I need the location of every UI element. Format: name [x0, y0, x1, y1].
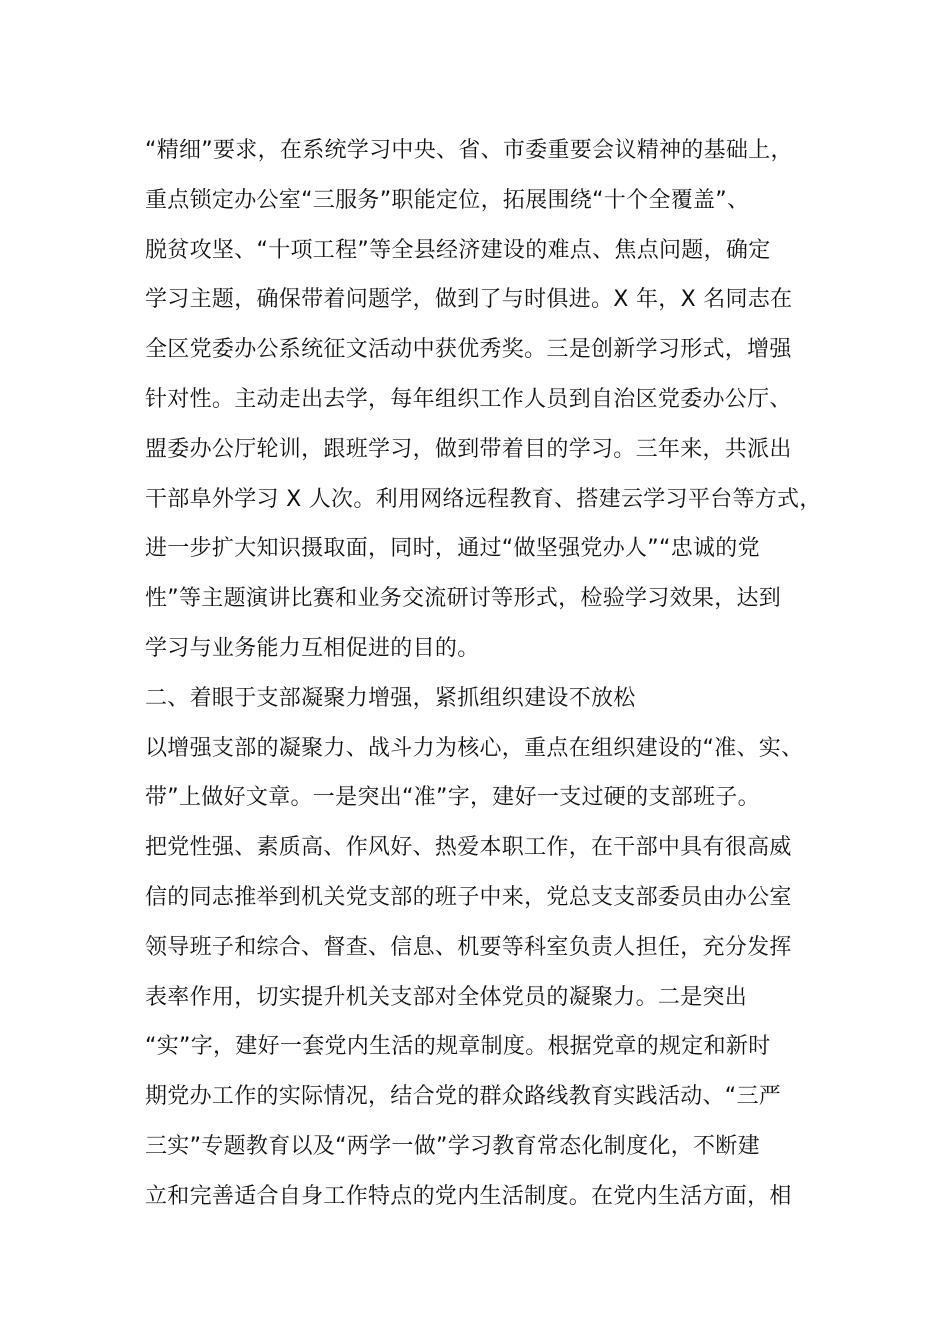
- text-line: 带”上做好文章。一是突出“准”字，建好一支过硬的支部班子。: [145, 785, 760, 811]
- text-line: 重点锁定办公室“三服务”职能定位，拓展围绕“十个全覆盖”、: [145, 187, 750, 213]
- text-line: “实”字，建好一套党内生活的规章制度。根据党章的规定和新时: [145, 1034, 771, 1060]
- text-line: 把党性强、素质高、作风好、热爱本职工作，在干部中具有很高威: [145, 835, 792, 861]
- text-line: 表率作用，切实提升机关支部对全体党员的凝聚力。二是突出: [145, 984, 748, 1010]
- text-line: 学习与业务能力互相促进的目的。: [145, 635, 480, 661]
- text-line: 信的同志推举到机关党支部的班子中来，党总支支部委员由办公室: [145, 884, 792, 910]
- text-line: 期党办工作的实际情况，结合党的群众路线教育实践活动、“三严: [145, 1084, 782, 1110]
- text-line: 干部阜外学习 X 人次。利用网络远程教育、搭建云学习平台等方式，: [145, 486, 822, 512]
- text-line: 脱贫攻坚、“十项工程”等全县经济建设的难点、焦点问题，确定: [145, 237, 771, 263]
- text-line: 全区党委办公系统征文活动中获优秀奖。三是创新学习形式，增强: [145, 337, 792, 363]
- text-line: 立和完善适合自身工作特点的党内生活制度。在党内生活方面，相: [145, 1183, 792, 1209]
- text-line: “精细”要求，在系统学习中央、省、市委重要会议精神的基础上，: [145, 138, 793, 163]
- section-heading: 二、着眼于支部凝聚力增强，紧抓组织建设不放松: [145, 685, 636, 711]
- text-line: 以增强支部的凝聚力、战斗力为核心，重点在组织建设的“准、实、: [145, 735, 804, 761]
- text-line: 领导班子和综合、督查、信息、机要等科室负责人担任，充分发挥: [145, 934, 792, 960]
- text-line: 性”等主题演讲比赛和业务交流研讨等形式，检验学习效果，达到: [145, 586, 782, 612]
- text-line: 三实”专题教育以及“两学一做”学习教育常态化制度化，不断建: [145, 1133, 760, 1159]
- text-line: 学习主题，确保带着问题学，做到了与时俱进。X 年，X 名同志在: [145, 287, 793, 313]
- document-body-text: [145, 126, 835, 1222]
- text-line: 针对性。主动走出去学，每年组织工作人员到自治区党委办公厅、: [145, 386, 792, 412]
- text-line: 盟委办公厅轮训，跟班学习，做到带着目的学习。三年来，共派出: [145, 436, 792, 462]
- text-line: 进一步扩大知识摄取面，同时，通过“做坚强党办人”“忠诚的党: [145, 536, 760, 562]
